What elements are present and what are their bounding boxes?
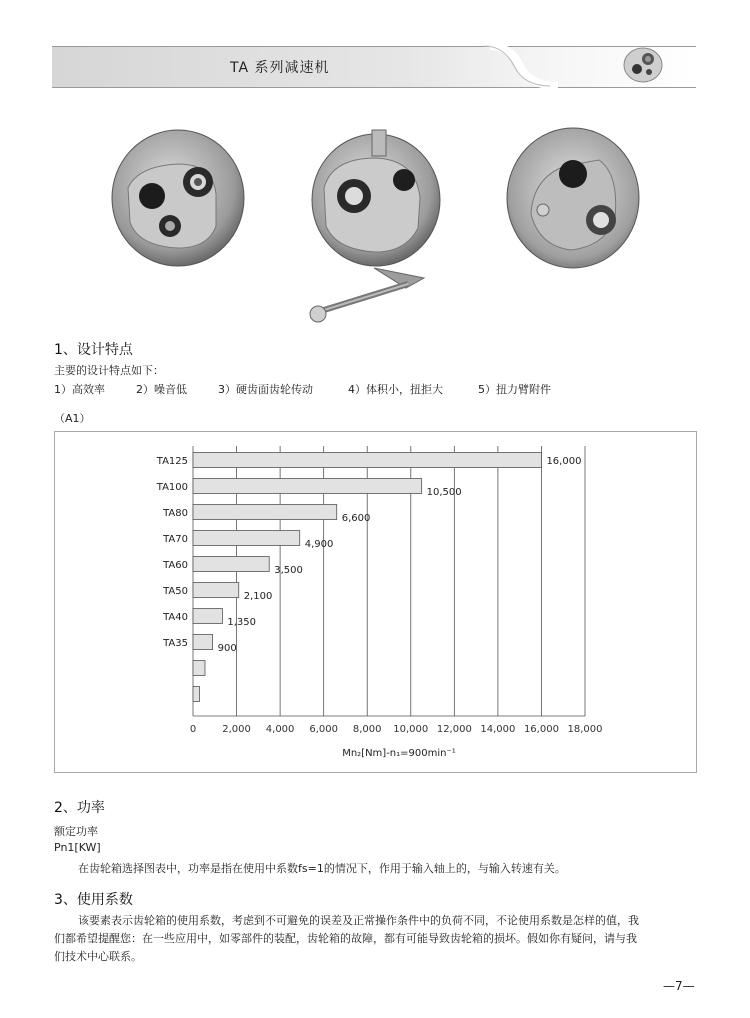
bar — [193, 661, 205, 676]
torque-bar-chart — [55, 432, 696, 772]
category-label: TA80 — [163, 508, 188, 519]
section-heading-power: 2、功率 — [54, 800, 105, 816]
data-label: 16,000 — [546, 456, 582, 467]
feature-item: 5）扭力臂附件 — [478, 383, 551, 396]
x-tick-label: 6,000 — [309, 724, 338, 735]
service-factor-text: 们技术中心联系。 — [54, 950, 142, 963]
feature-item: 2）噪音低 — [136, 383, 187, 396]
bar — [193, 531, 300, 546]
x-tick-label: 2,000 — [222, 724, 251, 735]
data-label: 4,900 — [304, 539, 334, 550]
category-label: TA50 — [163, 586, 188, 597]
data-label: 2,100 — [243, 591, 273, 602]
feature-item: 3）硬齿面齿轮传动 — [218, 383, 313, 396]
x-tick-label: 4,000 — [265, 724, 295, 735]
bar — [193, 479, 422, 494]
product-photo-ta-with-arm — [296, 128, 446, 330]
x-tick-label: 0 — [189, 724, 197, 735]
bar — [193, 557, 269, 572]
data-label: 6,600 — [341, 513, 371, 524]
service-factor-text: 该要素表示齿轮箱的使用系数，考虑到不可避免的误差及正常操作条件中的负荷不同，不论使用系数是怎样的值，我 — [78, 914, 639, 927]
torque-chart-frame — [54, 431, 697, 773]
x-tick-label: 8,000 — [352, 724, 382, 735]
section-heading-service-factor: 3、使用系数 — [54, 892, 133, 908]
feature-item: 1）高效率 — [54, 383, 105, 396]
data-label: 3,500 — [274, 565, 303, 576]
bar — [193, 687, 200, 702]
bar — [193, 583, 239, 598]
figure-label: （A1） — [54, 412, 91, 425]
data-label: 10,500 — [426, 487, 462, 498]
x-tick-label: 12,000 — [436, 724, 472, 735]
category-label: TA125 — [156, 456, 188, 467]
power-description: 在齿轮箱选择图表中，功率是指在使用中系数fs=1的情况下，作用于输入轴上的，与输入转速有关。 — [78, 862, 566, 875]
product-photo-ta-back — [503, 126, 643, 272]
bar — [193, 453, 541, 468]
bar — [193, 635, 213, 650]
category-label: TA40 — [163, 612, 188, 623]
x-tick-label: 18,000 — [567, 724, 603, 735]
header-curve-decoration — [470, 40, 560, 92]
x-axis-label: Mn₂[Nm]-n₁=900min⁻¹ — [342, 748, 456, 759]
category-label: TA70 — [163, 534, 188, 545]
data-label: 900 — [217, 643, 237, 654]
section-heading-design-features: 1、设计特点 — [54, 342, 133, 358]
gearbox-logo-icon — [620, 44, 666, 84]
x-tick-label: 10,000 — [393, 724, 429, 735]
rated-power-symbol: Pn1[KW] — [54, 841, 101, 854]
category-label: TA35 — [163, 638, 188, 649]
data-label: 1,350 — [227, 617, 257, 628]
product-photo-ta-front — [108, 126, 248, 271]
category-label: TA100 — [156, 482, 188, 493]
header-band — [52, 46, 696, 88]
rated-power-label: 额定功率 — [54, 825, 98, 838]
feature-item: 4）体积小，扭拒大 — [348, 383, 443, 396]
page-number: —7— — [663, 979, 695, 993]
service-factor-text: 们都希望提醒您：在一些应用中，如零部件的装配，齿轮箱的故障，都有可能导致齿轮箱的损坏。假如你有疑问，请与我 — [54, 932, 637, 945]
design-features-intro: 主要的设计特点如下： — [54, 364, 164, 377]
x-tick-label: 16,000 — [523, 724, 559, 735]
bar — [193, 609, 222, 624]
page-title: TA 系列减速机 — [230, 60, 330, 76]
category-label: TA60 — [163, 560, 188, 571]
x-tick-label: 14,000 — [480, 724, 516, 735]
bar — [193, 505, 337, 520]
